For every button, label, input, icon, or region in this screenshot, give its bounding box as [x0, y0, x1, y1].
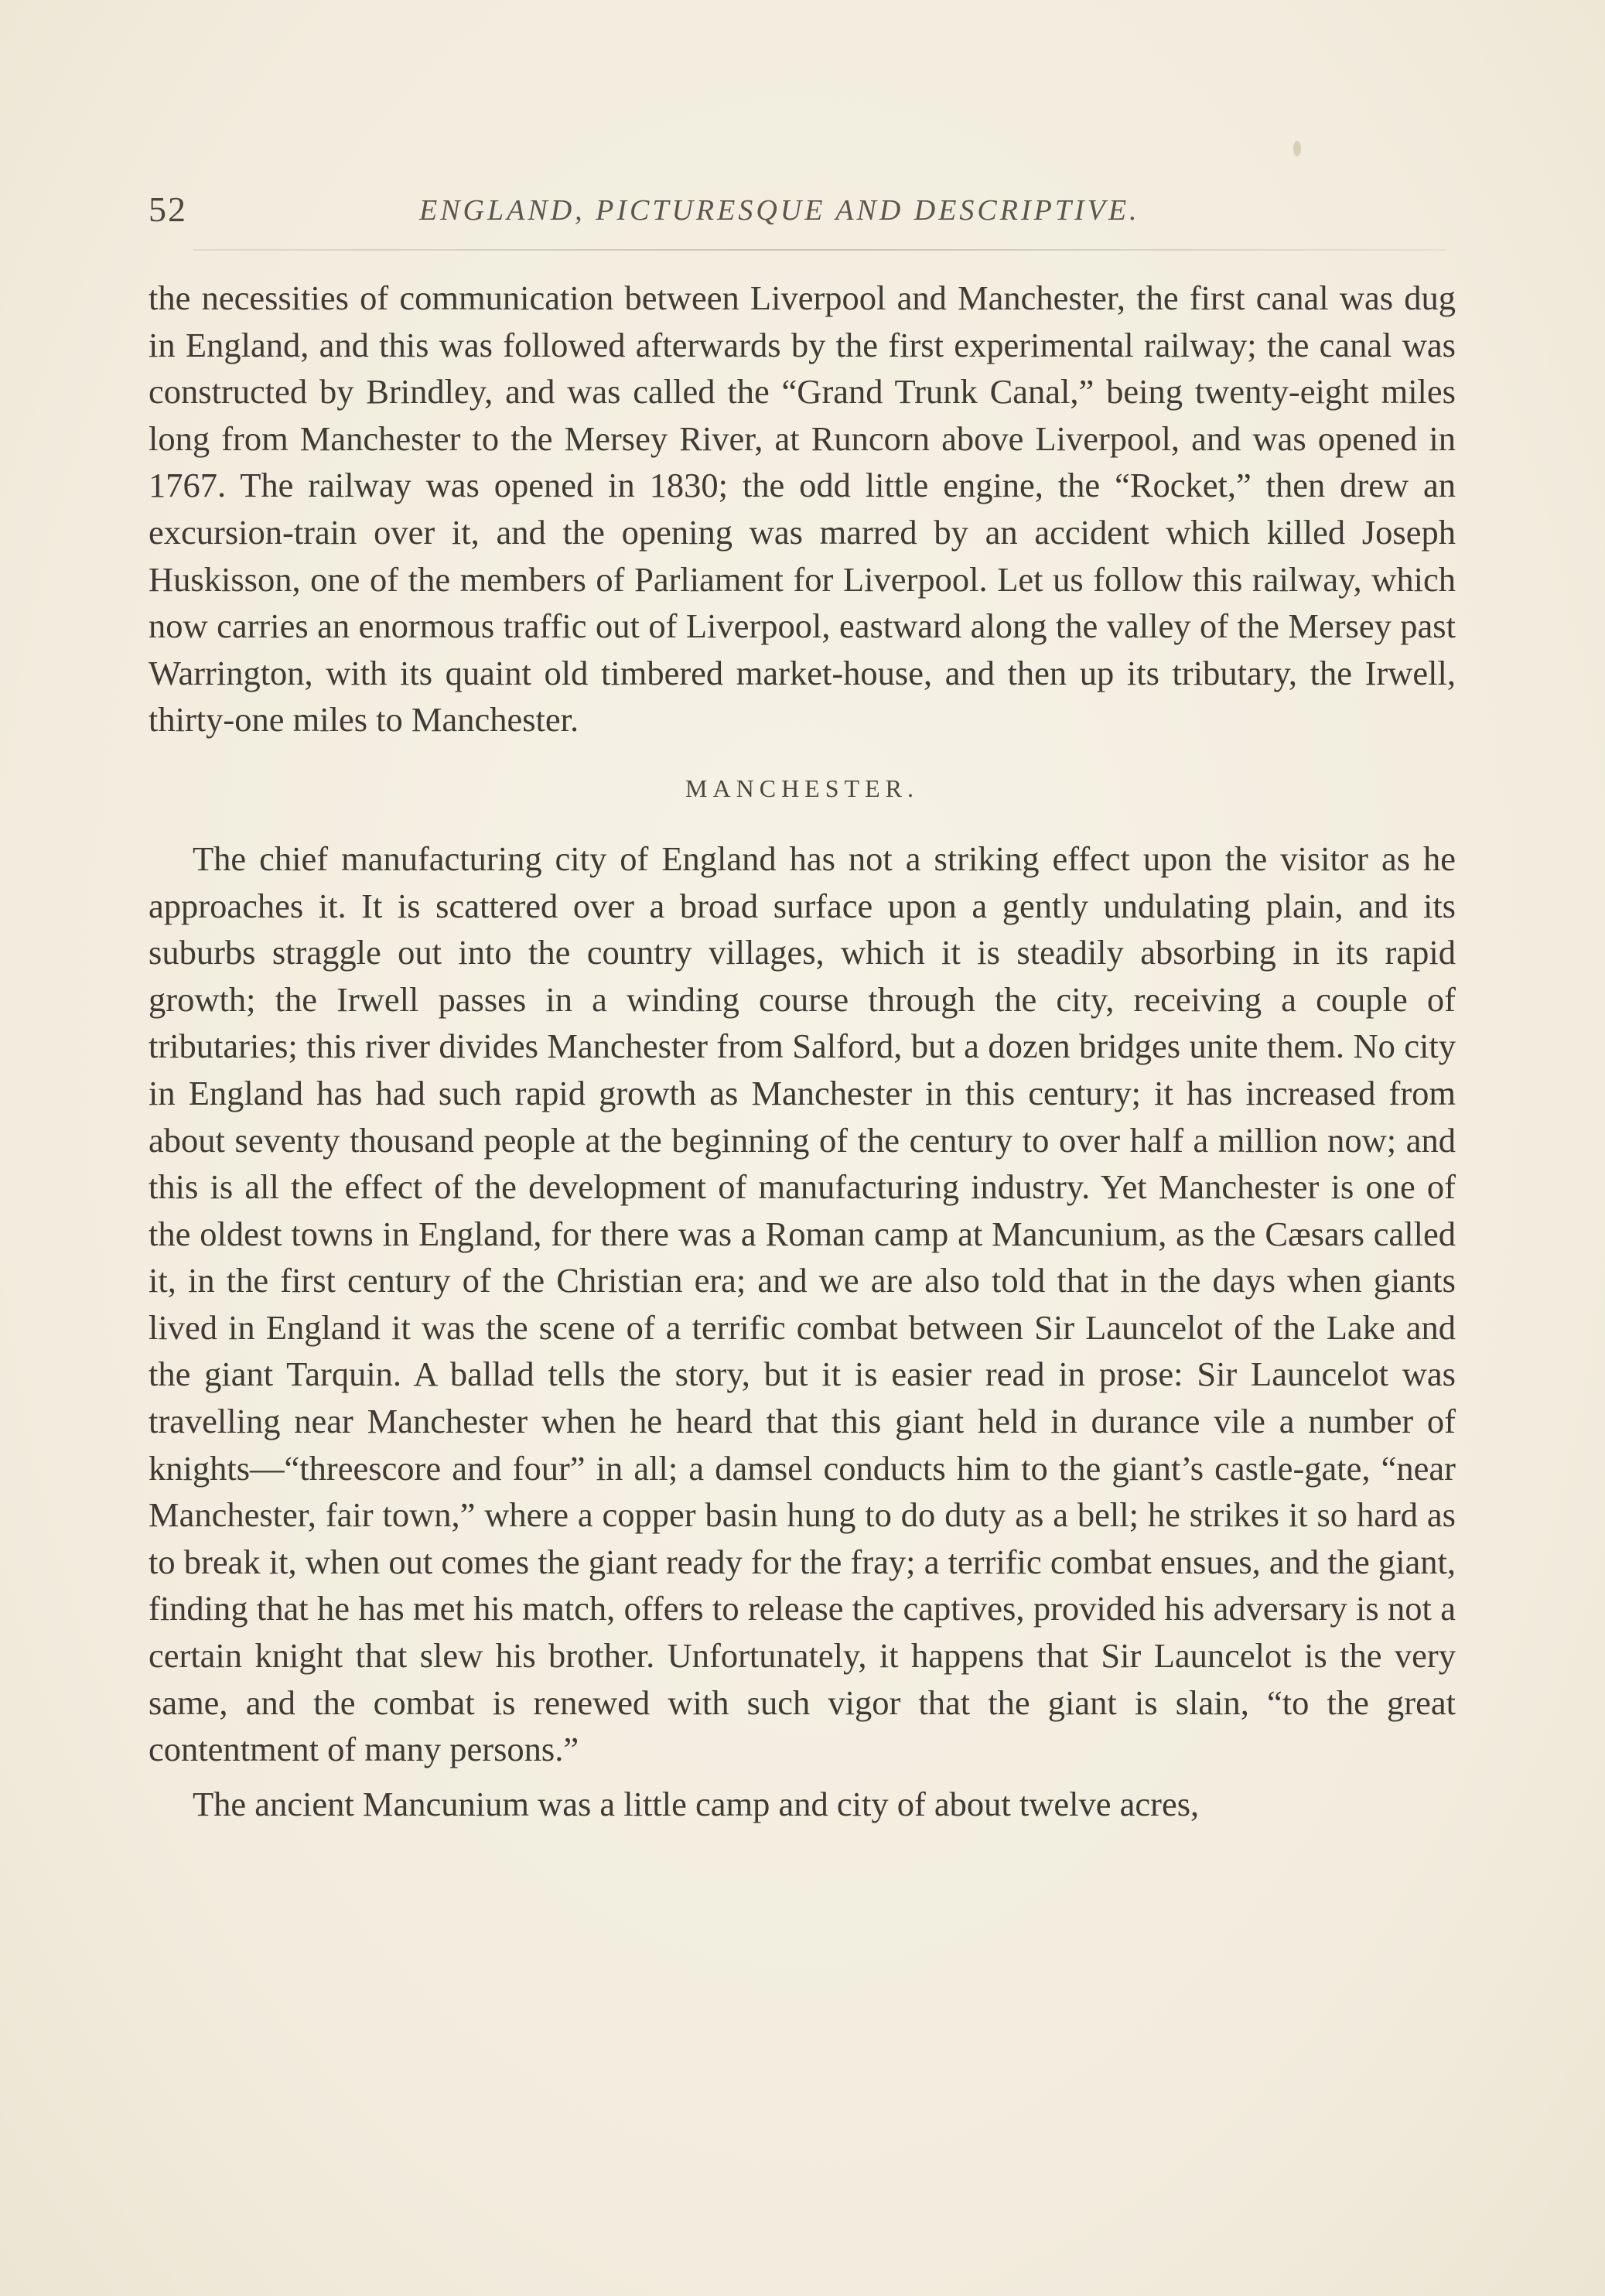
body-text	[149, 275, 1456, 1827]
paragraph-manchester: The chief manufacturing city of England has not a striking effect upon the visitor as he approaches it. It is scattered over a broad surface upon a gently undulating plain, and its suburbs straggle out into the country villages, which it is steadily absorbing in its rapid growth; the Irwell passes in a winding course through the city, receiving a couple of tributaries; this river divides Manchester from Salford, but a dozen bridges unite them. No city in England has had such rapid growth as Manchester in this century; it has increased from about seventy thousand people at the beginning of the century to over half a million now; and this is all the effect of the development of manufacturing industry. Yet Manchester is one of the oldest towns in England, for there was a Roman camp at Mancunium, as the Cæsars called it, in the first century of the Christian era; and we are also told that in the days when giants lived in England it was the scene of a terrific combat between Sir Launcelot of the Lake and the giant Tarquin. A ballad tells the story, but it is easier read in prose: Sir Launcelot was travelling near Manchester when he heard that this giant held in durance vile a number of knights—“threescore and four” in all; a damsel conducts him to the giant’s castle-gate, “near Manchester, fair town,” where a copper basin hung to do duty as a bell; he strikes it so hard as to break it, when out comes the giant ready for the fray; a terrific combat ensues, and the giant, finding that he has met his match, offers to release the captives, provided his adversary is not a certain knight that slew his brother. Unfortunately, it happens that Sir Launcelot is the very same, and the combat is renewed with such vigor that the giant is slain, “to the great contentment of many persons.”	[149, 839, 1456, 1769]
paragraph-continued: the necessities of communication between Liverpool and Manchester, the first canal was dug in England, and this was followed afterwards by the first experimental railway; the canal was constructed by Brindley, and was called the “Grand Trunk Canal,” being twenty-eight miles long from Manchester to the Mersey River, at Runcorn above Liverpool, and was opened in 1767. The railway was opened in 1830; the odd little engine, the “Rocket,” then drew an excursion-train over it, and the opening was marred by an accident which killed Joseph Huskisson, one of the members of Parliament for Liverpool. Let us follow this railway, which now carries an enormous traffic out of Liverpool, eastward along the valley of the Mersey past Warrington, with its quaint old timbered market-house, and then up its tributary, the Irwell, thirty-one miles to Manchester.	[149, 278, 1456, 740]
paper-stain	[1293, 141, 1301, 156]
page-header	[149, 189, 1456, 243]
paragraph-mancunium: The ancient Mancunium was a little camp and city of about twelve acres,	[193, 1784, 1200, 1823]
section-heading: MANCHESTER.	[685, 774, 919, 802]
page-number: 52	[149, 190, 187, 229]
running-head: ENGLAND, PICTURESQUE AND DESCRIPTIVE.	[419, 194, 1140, 227]
header-rule	[193, 249, 1446, 251]
